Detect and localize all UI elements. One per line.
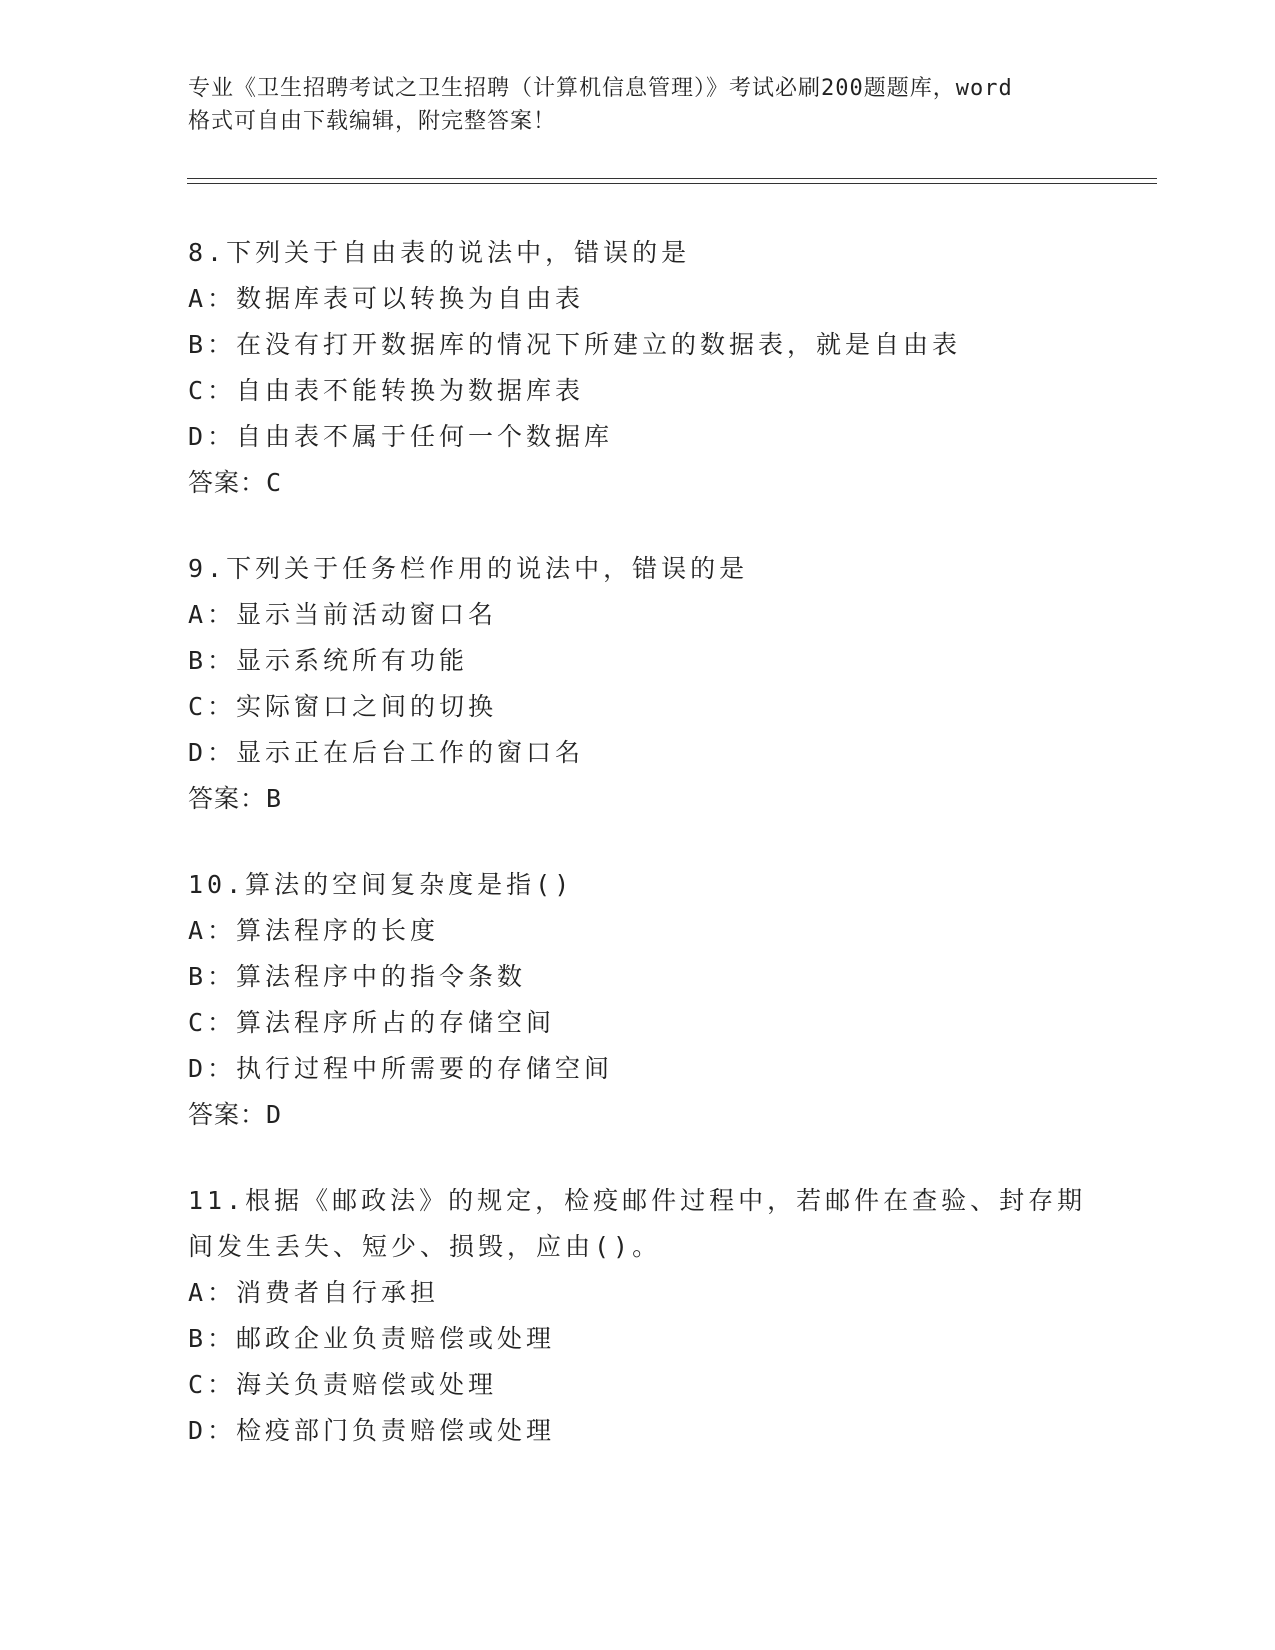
header-divider-top [187,178,1157,179]
question-11 [188,1178,1088,1454]
document-header [188,72,1088,138]
option-a: A：数据库表可以转换为自由表 [188,284,585,313]
option-b: B：在没有打开数据库的情况下所建立的数据表，就是自由表 [188,330,962,359]
option-a: A：显示当前活动窗口名 [188,600,498,629]
option-d: D：显示正在后台工作的窗口名 [188,738,585,767]
question-stem-line-1: 11.根据《邮政法》的规定，检疫邮件过程中，若邮件在查验、封存期 [188,1186,1087,1215]
question-8 [188,230,1088,506]
header-divider-bottom [187,183,1157,184]
option-d: D：执行过程中所需要的存储空间 [188,1054,614,1083]
answer: 答案：D [188,1100,283,1129]
question-stem: 9.下列关于任务栏作用的说法中，错误的是 [188,554,749,583]
question-stem: 10.算法的空间复杂度是指() [188,870,574,899]
option-c: C：自由表不能转换为数据库表 [188,376,585,405]
option-b: B：显示系统所有功能 [188,646,469,675]
question-stem: 8.下列关于自由表的说法中，错误的是 [188,238,691,267]
option-b: B：邮政企业负责赔偿或处理 [188,1324,556,1353]
option-c: C：实际窗口之间的切换 [188,692,498,721]
option-a: A：算法程序的长度 [188,916,440,945]
question-9 [188,546,1088,822]
option-a: A：消费者自行承担 [188,1278,440,1307]
option-b: B：算法程序中的指令条数 [188,962,527,991]
question-10 [188,862,1088,1138]
header-line-2: 格式可自由下载编辑，附完整答案！ [188,109,557,134]
answer: 答案：C [188,468,283,497]
option-c: C：算法程序所占的存储空间 [188,1008,556,1037]
option-d: D：自由表不属于任何一个数据库 [188,422,614,451]
answer: 答案：B [188,784,283,813]
option-d: D：检疫部门负责赔偿或处理 [188,1416,556,1445]
option-c: C：海关负责赔偿或处理 [188,1370,498,1399]
question-stem-line-2: 间发生丢失、短少、损毁，应由()。 [188,1232,662,1261]
header-line-1: 专业《卫生招聘考试之卫生招聘（计算机信息管理）》考试必刷200题题库，word [188,76,1013,101]
